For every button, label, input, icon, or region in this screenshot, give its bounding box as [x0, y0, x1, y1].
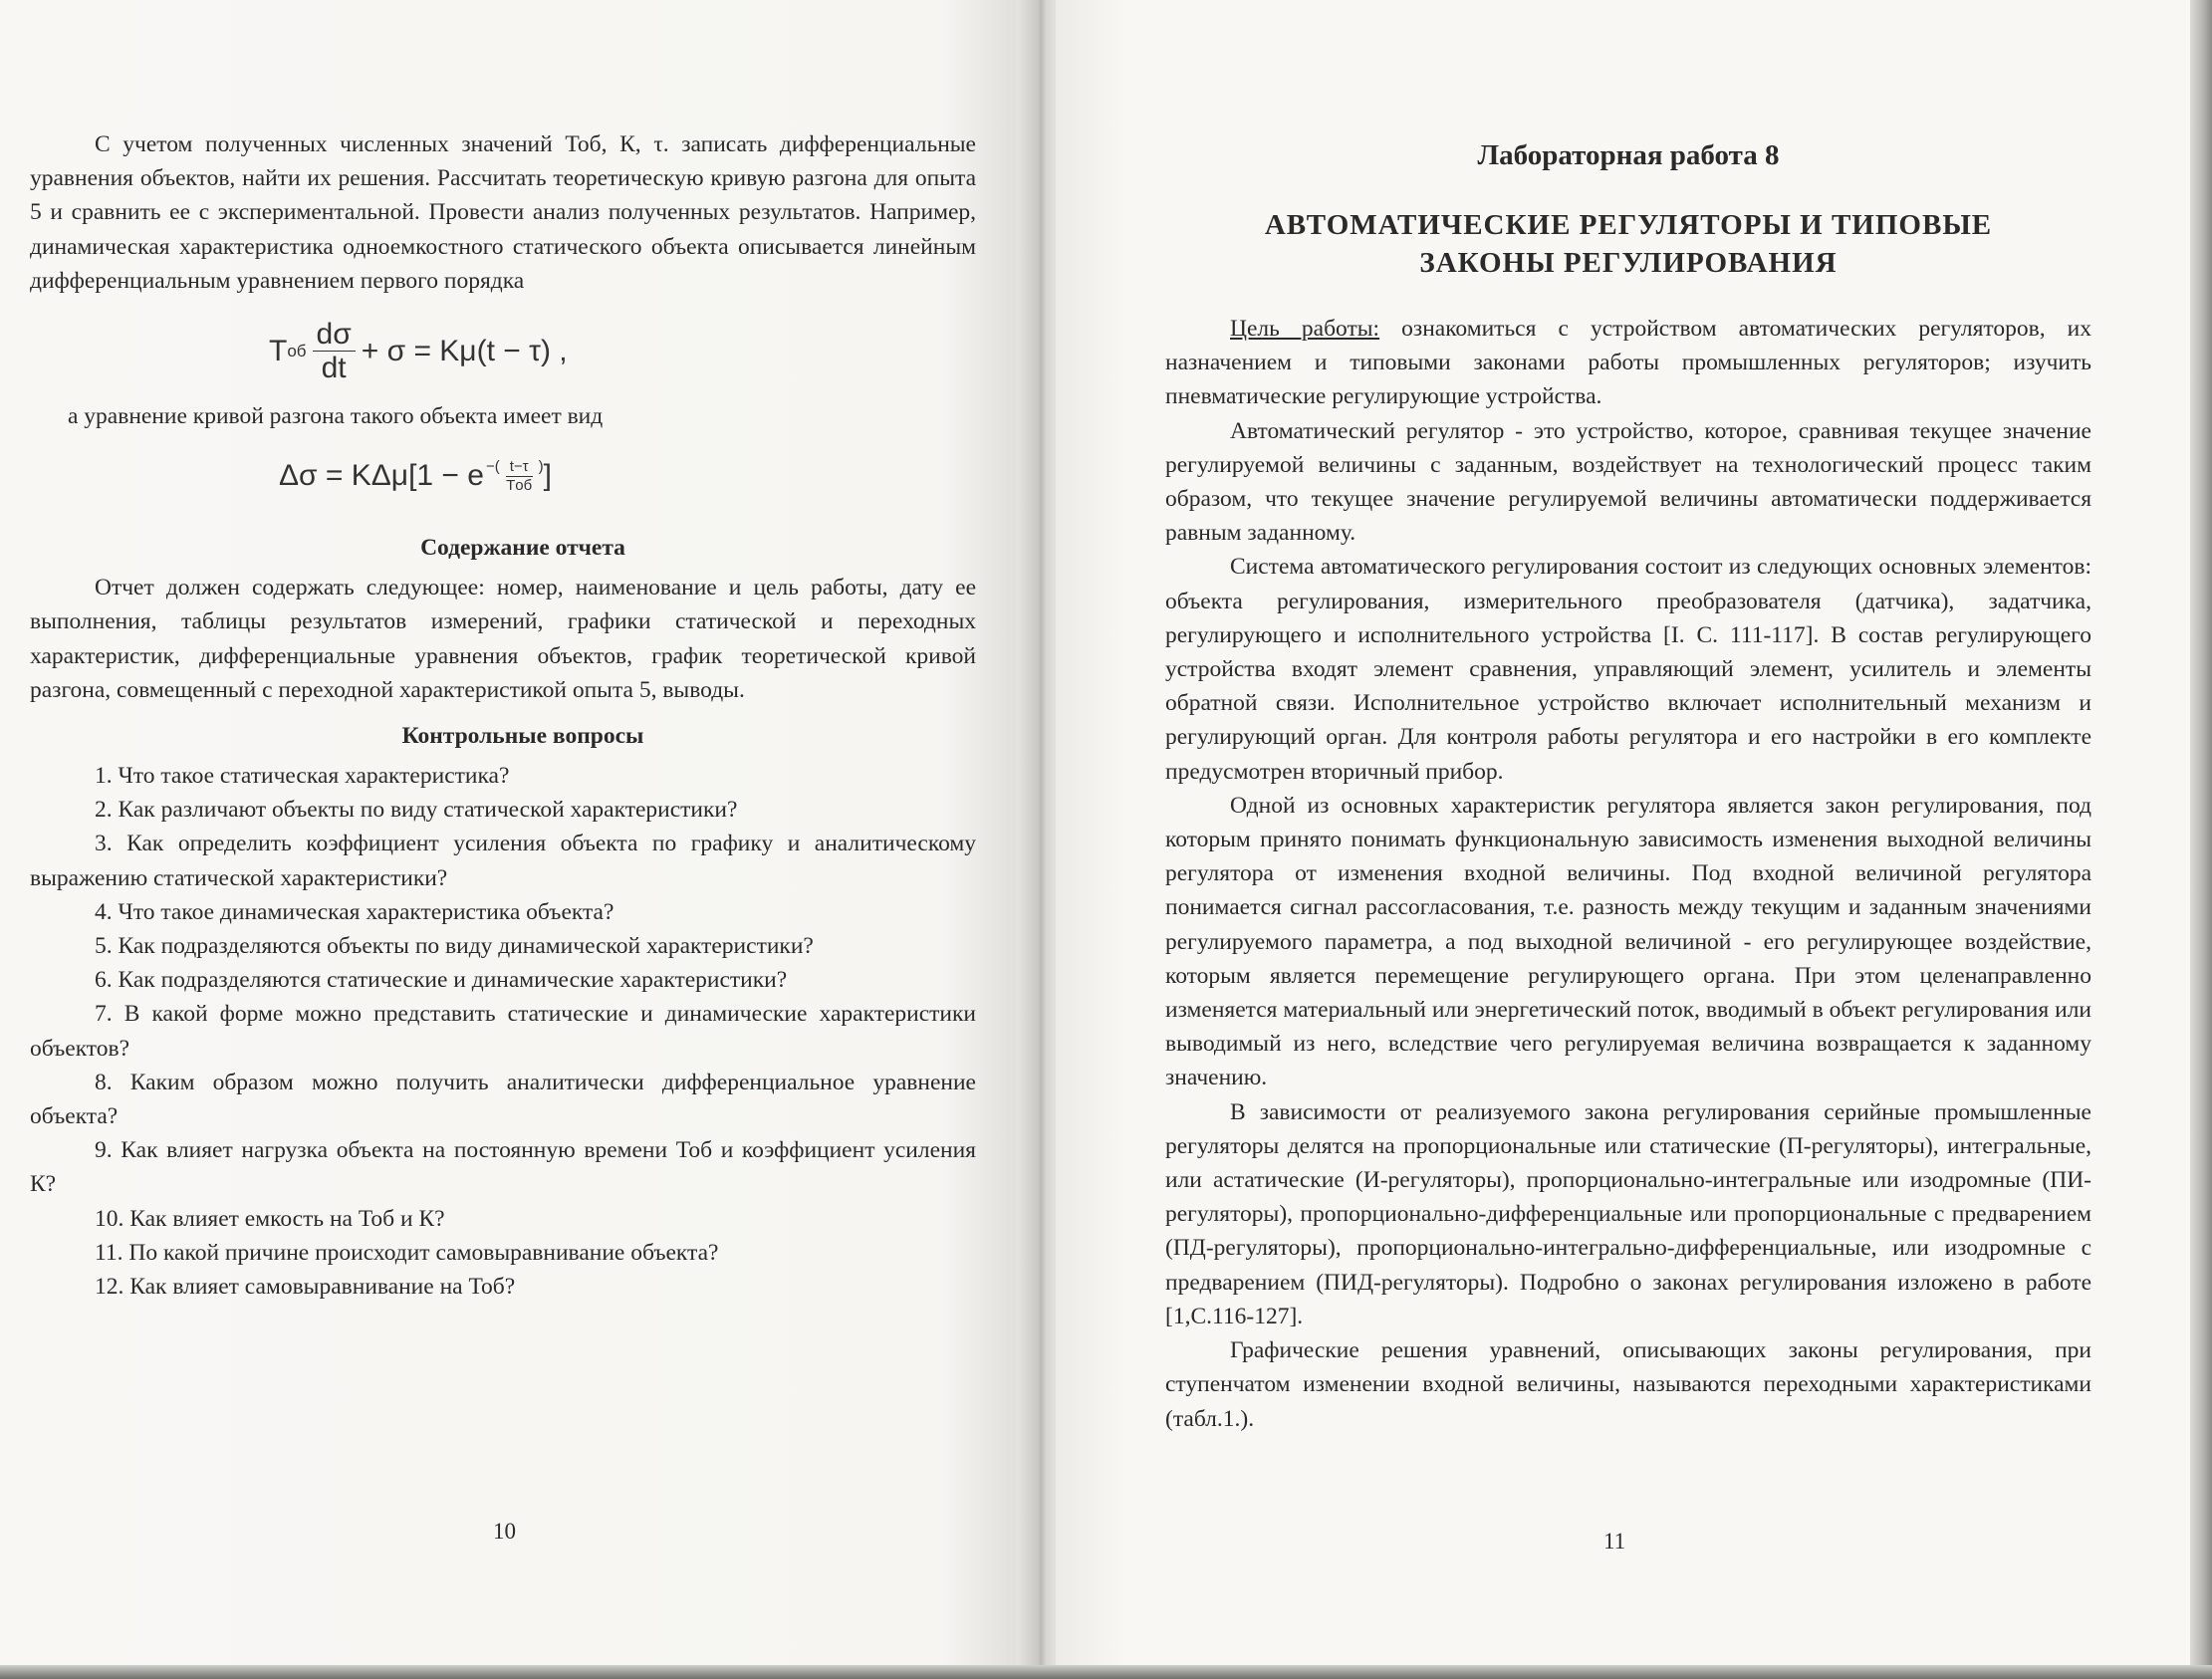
question-item: 2. Как различают объекты по виду статической характеристики?	[95, 797, 738, 824]
goal-label: Цель работы:	[1230, 316, 1380, 342]
body-paragraph: Одной из основных характеристик регулятора является закон регулирования, под которым принято понимать функциональную зависимость изменения выходной величины регулятора от изменения входной величины. Под входной величиной регулятора понимается сигнал рассогласования, т.е. разность между текущим и заданным значениями регулируемого параметра, а под выходной величиной - его регулирующее воздействие, которым является перемещение регулирующего органа. При этом целенаправленно изменяется материальный или энергетический поток, вводимый в объект регулирования или выводимый из него, вследствие чего регулируемая величина возвращается к заданному значению.	[1165, 792, 2091, 1091]
left-page-number: 10	[493, 1519, 516, 1544]
formula-T-subscript: об	[287, 342, 307, 361]
formula2-exp-frac	[506, 458, 533, 495]
acceleration-curve-equation	[279, 433, 976, 519]
report-paragraph: Отчет должен содержать следующее: номер, наименование и цель работы, дату ее выполнения, таблицы результатов измерений, графики статической и переходных характеристик, дифференциальные уравнения объектов, график теоретической кривой разгона, совмещенный с переходной характеристикой опыта 5, выводы.	[30, 575, 976, 703]
goal-paragraph	[1165, 312, 2091, 414]
main-title	[1165, 206, 2091, 282]
formula-rest: + σ = Kμ(t − τ) ,	[361, 335, 568, 368]
body-paragraph: Система автоматического регулирования состоит из следующих основных элементов: объекта регулирования, измерительного преобразователя (датчика), задатчика, регулирующего и исполнительного устройства [I. С. 111-117]. В состав регулирующего устройства входят элемент сравнения, управляющий элемент, усилитель и элементы обратной связи. Исполнительное устройство включает исполнительный механизм и регулирующий орган. Для контроля работы регулятора и его настройки в его комплекте предусмотрен вторичный прибор.	[1165, 554, 2091, 785]
report-heading: Содержание отчета	[420, 535, 625, 562]
body-paragraph: Графические решения уравнений, описывающих законы регулирования, при ступенчатом изменении входной величины, называются переходными характеристиками (табл.1.).	[1165, 1337, 2091, 1432]
right-page-number: 11	[1603, 1529, 1626, 1554]
question-item: 10. Как влияет емкость на Тоб и К?	[95, 1205, 445, 1232]
formula2-end: ]	[543, 459, 552, 493]
questions-list	[30, 759, 976, 1304]
right-page-column	[1165, 139, 2091, 1436]
lab-title: Лабораторная работа 8	[1477, 139, 1780, 171]
formula2-lhs: Δσ = KΔμ[1 − e	[279, 459, 484, 493]
formula2-exp-num: t−τ	[506, 458, 533, 477]
formula-T: T	[269, 335, 288, 368]
main-title-line2: ЗАКОНЫ РЕГУЛИРОВАНИЯ	[1419, 247, 1838, 279]
question-item: 7. В какой форме можно представить статические и динамические характеристики объектов?	[30, 1001, 976, 1062]
formula2-exponent: −( $\frac{t-\tau}{\text{Tоб}}$ )	[485, 457, 544, 494]
question-item: 9. Как влияет нагрузка объекта на постоянную времени Тоб и коэффициент усиления К?	[30, 1137, 976, 1198]
goal-text: ознакомиться с устройством автоматических регуляторов, их назначением и типовыми законами работы промышленных регуляторов; изучить пневматические регулирующие устройства.	[1165, 316, 2091, 410]
page-edge-right	[2190, 0, 2212, 1679]
transition-sentence: а уравнение кривой разгона такого объекта имеет вид	[68, 403, 604, 430]
questions-heading: Контрольные вопросы	[401, 723, 644, 750]
question-item: 3. Как определить коэффициент усиления объекта по графику и аналитическому выражению статической характеристики?	[30, 831, 976, 891]
formula-derivative-den: dt	[321, 351, 347, 384]
formula2-exp-den: Tоб	[506, 476, 533, 494]
question-item: 5. Как подразделяются объекты по виду динамической характеристики?	[95, 933, 814, 960]
intro-paragraph: С учетом полученных численных значений Тоб, К, τ. записать дифференциальные уравнения объектов, найти их решения. Рассчитать теоретическую кривую разгона для опыта 5 и сравнить ее с экспериментальной. Провести анализ полученных результатов. Например, динамическая характеристика одноемкостного статического объекта описывается линейным дифференциальным уравнением первого порядка	[30, 131, 976, 294]
formula-derivative-num: dσ	[313, 319, 356, 352]
question-item: 11. По какой причине происходит самовыравнивание объекта?	[95, 1239, 719, 1266]
question-item: 8. Каким образом можно получить аналитически дифференциальное уравнение объекта?	[30, 1069, 976, 1130]
left-page-column	[30, 127, 976, 1304]
question-item: 4. Что такое динамическая характеристика объекта?	[95, 898, 614, 925]
page-edge-bottom	[0, 1665, 2212, 1679]
body-paragraph: В зависимости от реализуемого закона регулирования серийные промышленные регуляторы делятся на пропорциональные или статические (П-регуляторы), интегральные, или астатические (И-регуляторы), пропорционально-интегральные или изодромные (ПИ-регуляторы), пропорционально-дифференциальные или пропорциональные с предварением (ПД-регуляторы), пропорционально-интегрально-дифференциальные, или изодромные с предварением (ПИД-регуляторы). Подробно о законах регулирования изложено в работе [1,С.116-127].	[1165, 1098, 2091, 1329]
body-paragraph: Автоматический регулятор - это устройство, которое, сравнивая текущее значение регулируемой величины с заданным, воздействует на технологический процесс таким образом, что текущее значение регулируемой величины автоматически поддерживается равным заданному.	[1165, 417, 2091, 547]
main-title-line1: АВТОМАТИЧЕСКИЕ РЕГУЛЯТОРЫ И ТИПОВЫЕ	[1264, 209, 1993, 241]
formula-derivative	[313, 319, 356, 385]
differential-equation	[269, 304, 976, 399]
question-item: 12. Как влияет самовыравнивание на Тоб?	[95, 1274, 516, 1301]
question-item: 1. Что такое статическая характеристика?	[95, 763, 510, 790]
question-item: 6. Как подразделяются статические и динамические характеристики?	[95, 967, 788, 994]
